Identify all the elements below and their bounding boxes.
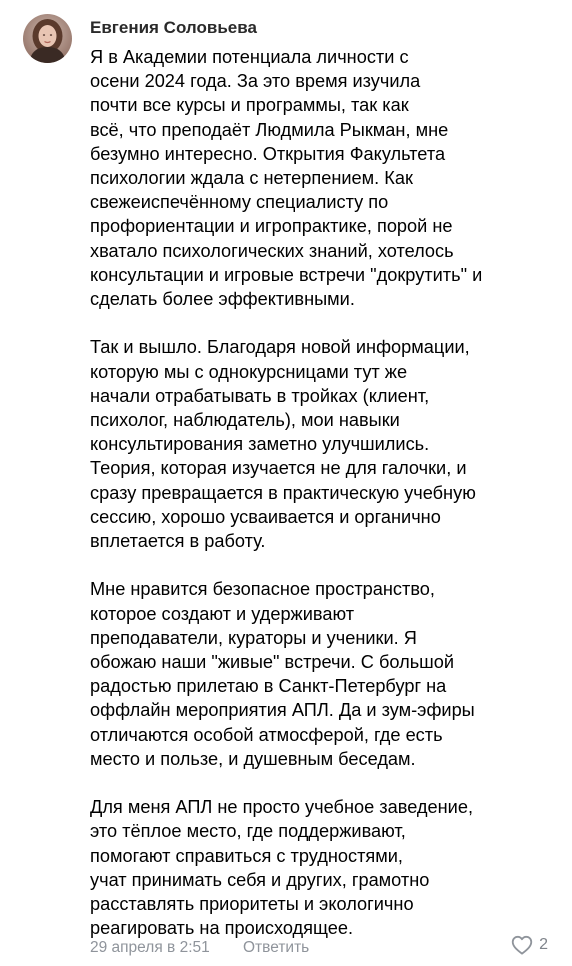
reply-button[interactable]: Ответить xyxy=(243,939,310,956)
avatar[interactable] xyxy=(23,14,72,63)
comment-paragraph: Для меня АПЛ не просто учебное заведение, это тёплое место, где поддерживают, помогают справиться с трудностями, учат принимать себя и других, грамотно расставлять приоритеты и экологично реагировать на происходящее. xyxy=(90,797,474,939)
user-avatar-icon xyxy=(23,14,72,63)
heart-outline-icon xyxy=(511,935,533,955)
like-count: 2 xyxy=(539,936,548,953)
comment-text xyxy=(90,45,558,940)
comment-paragraph: Мне нравится безопасное пространство, которое создают и удерживают преподаватели, кураторы и ученики. Я обожаю наши "живые" встречи. С большой радостью прилетаю в Санкт-Петербург на оффлайн мероприятия АПЛ. Да и зум-эфиры отличаются особой атмосферой, где есть место и пользе, и душевным беседам. xyxy=(90,579,475,769)
author-name[interactable]: Евгения Соловьева xyxy=(90,18,257,37)
comment-timestamp[interactable]: 29 апреля в 2:51 xyxy=(90,939,210,956)
comment-paragraph: Я в Академии потенциала личности с осени 2024 года. За это время изучила почти все курсы и программы, так как всё, что преподаёт Людмила Рыкман, мне безумно интересно. Открытия Факультета психологии ждала с нетерпением. Как свежеиспечённому специалисту по профориентации и игропрактике, порой не хватало психологических знаний, хотелось консультации и игровые встречи "докрутить" и сделать более эффективными. xyxy=(90,47,483,310)
comment-paragraph: Так и вышло. Благодаря новой информации, которую мы с однокурсницами тут же начали отрабатывать в тройках (клиент, психолог, наблюдатель), мои навыки консультирования заметно улучшились. Теория, которая изучается не для галочки, и сразу превращается в практическую учебную сессию, хорошо усваивается и органично вплетается в работу. xyxy=(90,337,476,552)
like-button[interactable] xyxy=(511,935,548,955)
